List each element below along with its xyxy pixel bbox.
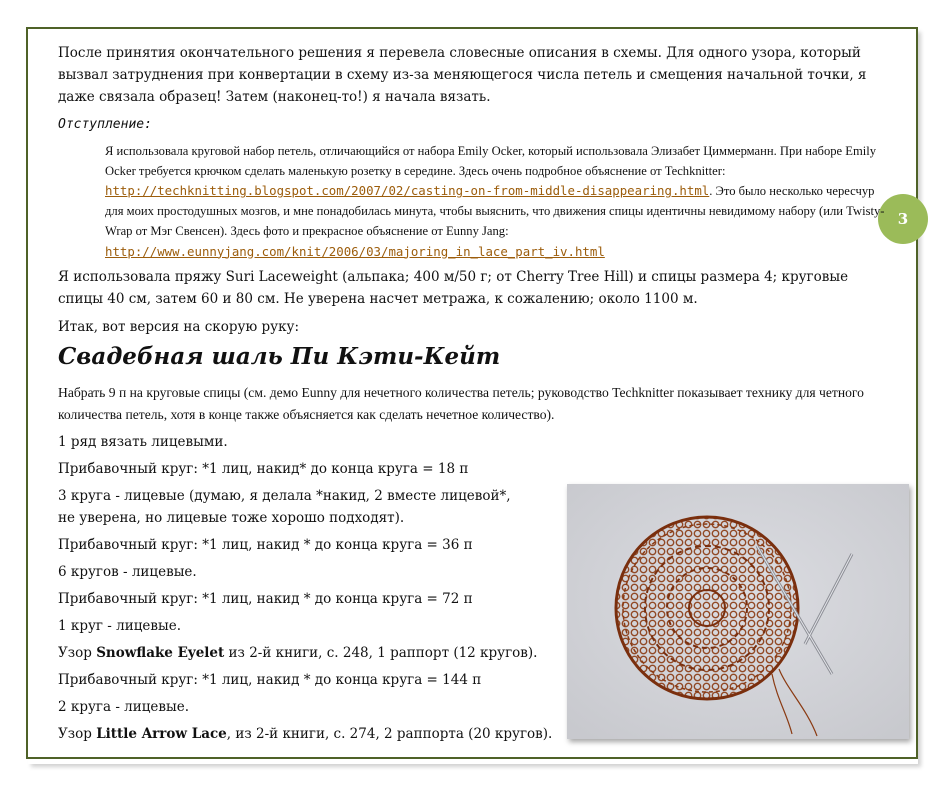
quote-text-a: Я использовала круговой набор петель, отличающийся от набора Emily Ocker, который использовала Элизабет Циммерманн. При наборе Emily Ocker требуется крючком сделать маленькую розетку в середине. Здесь очень подробное объяснение от Techknitter:: [105, 144, 877, 178]
eunnyjang-link[interactable]: http://www.eunnyjang.com/knit/2006/03/majoring_in_lace_part_iv.html: [105, 243, 605, 259]
row-suffix: , из 2-й книги, с. 274, 2 раппорта (20 кругов).: [226, 726, 553, 743]
pattern-row: 2 круга - лицевые.: [58, 699, 190, 716]
aside-quote: [105, 142, 890, 262]
pattern-row: Прибавочный круг: *1 лиц, накид * до конца круга = 36 п: [58, 537, 473, 554]
pattern-row: Прибавочный круг: *1 лиц, накид * до конца круга = 144 п: [58, 672, 482, 689]
aside-title: Отступление:: [58, 117, 152, 132]
lace-shawl-photo: [567, 484, 909, 739]
pattern-row: 6 кругов - лицевые.: [58, 564, 197, 581]
cast-on-instructions: Набрать 9 п на круговые спицы (см. демо Eunny для нечетного количества петель; руководство Techknitter показывает технику для четного количества петель, хотя в конце также объясняется как сделать нечетное количество).: [58, 385, 864, 423]
pattern-row: Прибавочный круг: *1 лиц, накид* до конца круга = 18 п: [58, 461, 469, 478]
paragraph-intro: После принятия окончательного решения я перевела словесные описания в схемы. Для одного узора, который вызвал затруднения при конвертации в схему из-за меняющегося числа петель и смещения начальной точки, я даже связала образец! Затем (наконец-то!) я начала вязать.: [58, 45, 867, 105]
pattern-row: 3 круга - лицевые (думаю, я делала *накид, 2 вместе лицевой*, не уверена, но лицевые тоже хорошо подходят).: [58, 488, 511, 527]
lace-shawl-illustration: [567, 484, 909, 739]
paragraph-quick-version: Итак, вот версия на скорую руку:: [58, 319, 300, 336]
page-number-badge: 3: [878, 194, 928, 244]
pattern-row: Прибавочный круг: *1 лиц, накид * до конца круга = 72 п: [58, 591, 473, 608]
pattern-row: 1 круг - лицевые.: [58, 618, 181, 635]
row-prefix: Узор: [58, 645, 97, 662]
row-suffix: из 2-й книги, с. 248, 1 раппорт (12 кругов).: [224, 645, 538, 662]
paragraph-yarn: Я использовала пряжу Suri Laceweight (альпака; 400 м/50 г; от Cherry Tree Hill) и спицы размера 4; круговые спицы 40 см, затем 60 и 80 см. Не уверена насчет метража, к сожалению; около 1100 м.: [58, 269, 849, 308]
stitch-name: Snowflake Eyelet: [96, 645, 225, 662]
row-prefix: Узор: [58, 726, 97, 743]
pattern-row: 1 ряд вязать лицевыми.: [58, 434, 228, 451]
stitch-name: Little Arrow Lace: [96, 726, 227, 743]
lace-circle: [616, 517, 798, 699]
techknitting-link[interactable]: http://techknitting.blogspot.com/2007/02/casting-on-from-middle-disappearing.html: [105, 183, 710, 199]
pattern-title: Свадебная шаль Пи Кэти-Кейт: [58, 343, 501, 371]
quote-text-b: . Это было несколько чересчур для моих простодушных мозгов, и мне понадобилась минута, чтобы выяснить, что движения спицы идентичны невидимому набору (или Twisty-Wrap от Мэг Свенсен). Здесь фото и прекрасное объяснение от Eunny Jang:: [105, 184, 885, 238]
